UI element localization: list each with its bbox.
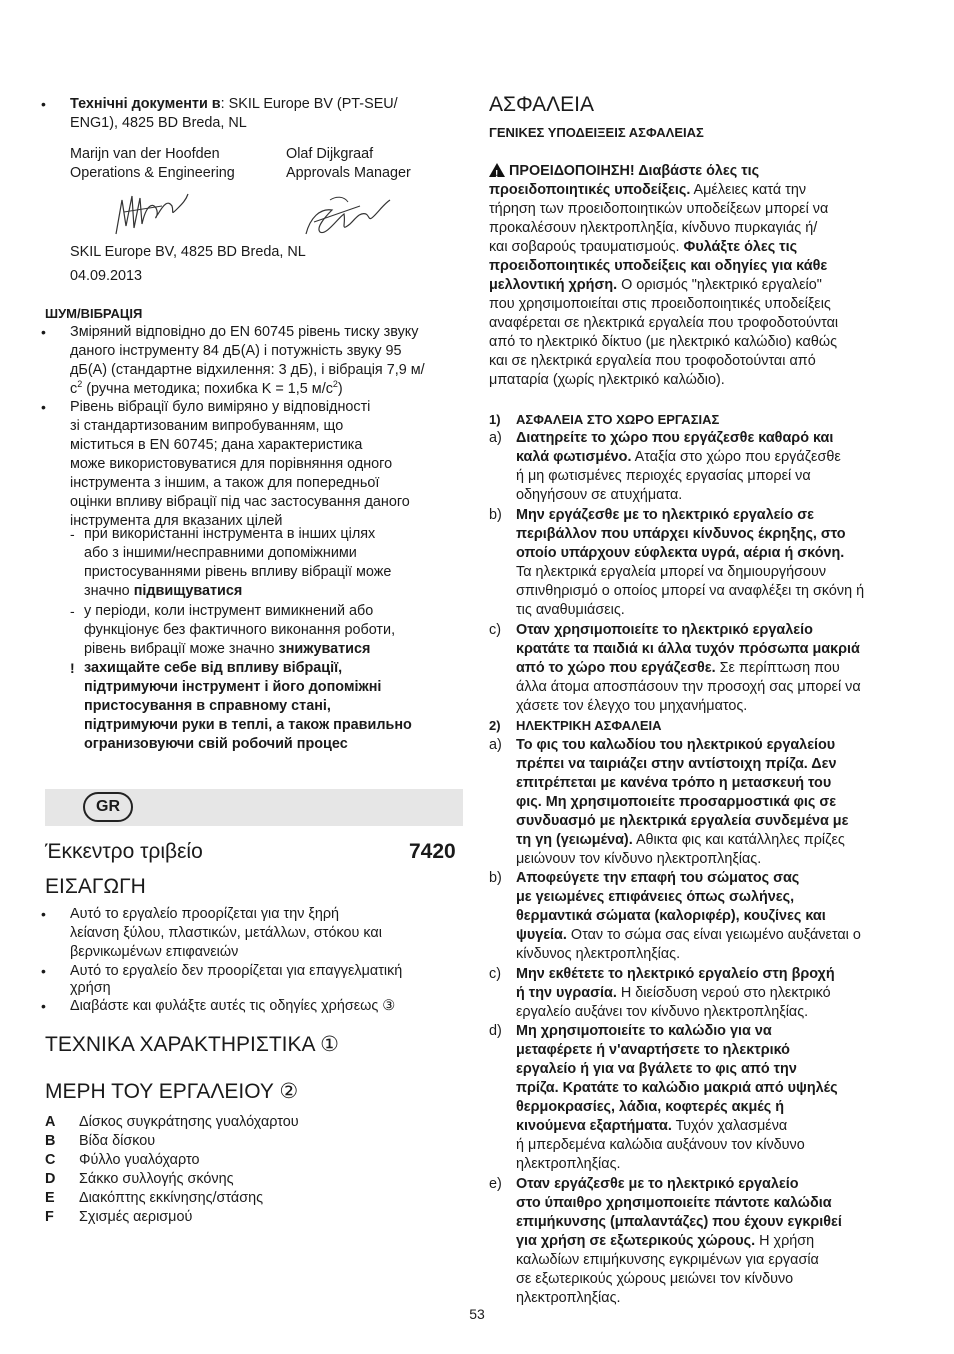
product-title: Έκκεντρο τριβείο [45,840,203,863]
part-key: D [45,1171,56,1187]
dash1-line: при використанні інструмента в інших цілях [84,526,376,542]
item-line: Μην εργάζεσθε με το ηλεκτρικό εργαλείο σε [516,507,814,523]
warning-line: από το ηλεκτρικό δίκτυο (με ηλεκτρικό καλώδιο) καθώς [489,334,838,350]
item-line: θερμοκρασίες, λάδια, κοφτερές ακμές ή [516,1099,785,1115]
part-label: Βίδα δίσκου [79,1133,156,1149]
noise-b2-line: Рівень вібрації було виміряно у відповідності [70,399,371,415]
parts-heading: ΜΕΡΗ ΤΟΥ ΕΡΓΑΛΕΙΟΥ ② [45,1080,299,1103]
item-line: κίνδυνος ηλεκτροπληξίας. [516,946,681,962]
item-line: Μη χρησιμοποιείτε το καλώδιο για να [516,1023,772,1039]
excl-line: підтримуючи руки в теплі, а також правильно [84,717,412,733]
item-line: θερμαντικά σώματα (καλοριφέρ), κουζίνες και [516,908,826,924]
item-line: με γειωμένες επιφάνειες όπως σωλήνες, [516,889,795,905]
excl-line: пристосування в справному стані, [84,698,331,714]
item-line: μειώνουν τον κίνδυνο ηλεκτροπληξίας. [516,851,762,867]
intro-b2-line: Αυτό το εργαλείο δεν προορίζεται για επαγγελματική [70,963,403,979]
item-line: επιτρέπεται με κανένα τρόπο η μετασκευή του [516,775,832,791]
declaration-date: 04.09.2013 [70,268,143,284]
excl-line: захищайте себе від впливу вібрації, [84,660,343,676]
part-label: Σχισμές αερισμού [79,1209,193,1225]
section-number: 1) [489,412,501,427]
item-line: οδηγήσουν σε ατυχήματα. [516,487,683,503]
part-key: C [45,1152,56,1168]
item-line: ψυγεία. Οταν το σώμα σας είναι γειωμένο αυξάνεται ο [516,927,861,943]
part-label: Σάκκο συλλογής σκόνης [79,1171,234,1187]
item-line: Οταν χρησιμοποιείτε το ηλεκτρικό εργαλείο [516,622,813,638]
item-line: Μην εκθέτετε το ηλεκτρικό εργαλείο στη βροχή [516,966,835,982]
item-line: τις αναθυμιάσεις. [516,602,625,618]
item-label: a) [489,737,502,753]
item-line: ή μπερδεμένα καλώδια αυξάνουν τον κίνδυνο [516,1137,805,1153]
part-label: Δίσκος συγκράτησης γυαλόχαρτου [79,1114,299,1130]
excl-line: огранизовуючи свій робочий процес [84,736,348,752]
signatory-1-role: Operations & Engineering [70,165,235,181]
item-line: Το φις του καλωδίου του ηλεκτρικού εργαλείου [516,737,836,753]
warning-line: αναφέρεται σε ηλεκτρικά εργαλεία που τροφοδοτούνται [489,315,839,331]
item-line: στο ύπαιθρο χρησιμοποιείτε πάντοτε καλώδια [516,1195,832,1211]
noise-b2-line: може використовуватися для порівняння одного [70,456,393,472]
noise-b1-line: даного інструменту 84 дБ(A) і потужність звуку 95 [70,343,402,359]
dash-marker: - [70,603,75,619]
dash2-line-last: рівень вибрації може значно знижуватися [84,641,371,657]
dash1-line-last: значно підвищуватися [84,583,243,599]
item-line: καλά φωτισμένο. Αταξία στο χώρο που εργάζεσθε [516,449,841,465]
signatory-1-name: Marijn van der Hoofden [70,146,220,162]
item-line: άλλα άτομα αποσπάσουν την προσοχή σας μπορεί να [516,679,861,695]
intro-b1-line: λείανση ξύλου, πλαστικών, μετάλλων, στόκου και [70,925,382,941]
intro-b2-line: χρήση [70,980,111,996]
dash2-line: у періоди, коли інструмент вимикнений або [84,603,374,619]
noise-b1-last-line: $c^2$ (ручна методика; похибка K = 1,5 $м/с^2$) [70,379,343,397]
noise-b1-line: дБ(A) (стандартне відхилення: 3 дБ), і вібрація 7,9 м/ [70,362,425,378]
part-label: Διακόπτης εκκίνησης/στάσης [79,1190,264,1206]
item-line: Αποφεύγετε την επαφή του σώματος σας [516,870,800,886]
intro-b1-line: βερνικωμένων επιφανειών [70,944,239,960]
item-line: πρίζα. Κρατάτε το καλώδιο μακριά από υψηλές [516,1080,838,1096]
safety-subheading: ΓΕΝΙΚΕΣ ΥΠΟΔΕΙΞΕΙΣ ΑΣΦΑΛΕΙΑΣ [489,125,704,140]
part-label: Φύλλο γυαλόχαρτο [79,1152,200,1168]
section-title: ΑΣΦΑΛΕΙΑ ΣΤΟ ΧΩΡΟ ΕΡΓΑΣΙΑΣ [516,412,720,427]
item-line: Διατηρείτε το χώρο που εργάζεσθε καθαρό και [516,430,834,446]
part-key: F [45,1209,54,1225]
excl-line: підтримуючи інструмент і його допоміжні [84,679,382,695]
item-line: περιβάλλον που υπάρχει κίνδυνος έκρηξης, στο [516,526,846,542]
item-label: d) [489,1023,502,1039]
techdocs-line-2: ENG1), 4825 BD Breda, NL [70,115,247,131]
item-line: πρέπει να ταιριάζει στην αντίστοιχη πρίζα. Δεν [516,756,837,772]
signature-2-image [300,188,395,244]
page-number: 53 [469,1306,485,1322]
item-line: κινούμενα εξαρτήματα. Τυχόν χαλασμένα [516,1118,788,1134]
warning-line: και σοβαρούς τραυματισμούς. Φυλάξτε όλες τις [489,239,798,255]
dash-marker: - [70,526,75,542]
bullet: • [41,324,46,340]
item-line: τη γη (γειωμένα). Αθικτα φις και κατάλληλες πρίζες [516,832,845,848]
item-label: b) [489,507,502,523]
dash1-line: пристосуваннями рівень впливу вібрації може [84,564,392,580]
technical-specs-heading: ΤΕΧΝΙΚΑ ΧΑΡΑΚΤΗΡΙΣΤΙΚΑ ① [45,1033,339,1056]
product-number: 7420 [409,840,456,863]
item-line: επιμήκυνσης (μπαλαντάζες) που έχουν εγκριθεί [516,1214,842,1230]
item-line: συνδυασμό με ηλεκτρικά εργαλεία συνδεμένα με [516,813,849,829]
item-line: ή την υγρασία. Η διείσδυση νερού στο ηλεκτρικό [516,985,831,1001]
dash1-line: або з іншими/несправними допоміжними [84,545,357,561]
noise-b2-line: інструмента для вказаних цілей [70,513,283,529]
part-key: B [45,1133,56,1149]
item-line: εργαλείο αυξάνει τον κίνδυνο ηλεκτροπληξίας. [516,1004,809,1020]
safety-heading: ΑΣΦΑΛΕΙΑ [489,93,595,116]
warning-line: τήρηση των προειδοποιητικών υποδείξεων μπορεί να [489,201,829,217]
warning-line: και σε ηλεκτρικά εργαλεία που τροφοδοτούνται από [489,353,816,369]
bullet: • [41,96,46,112]
noise-b2-line: оцінки впливу вібрації під час застосування даного [70,494,410,510]
warning-line: μπαταρία (χωρίς ηλεκτρικό καλώδιο). [489,372,725,388]
item-line: Οταν εργάζεσθε με το ηλεκτρικό εργαλείο [516,1176,799,1192]
item-line: Τα ηλεκτρικά εργαλεία μπορεί να δημιουργήσουν [516,564,827,580]
warning-line: !ΠΡΟΕΙΔΟΠΟΙΗΣΗ! Διαβάστε όλες τις [489,161,759,181]
bullet: • [41,906,46,922]
item-line: για χρήση σε εξωτερικούς χώρους. Η χρήση [516,1233,815,1249]
item-line: ή μη φωτισμένες περιοχές εργασίας μπορεί να [516,468,811,484]
warning-line: προειδοποιητικές υποδείξεις. Αμέλειες κατά την [489,182,807,198]
intro-b3-line: Διαβάστε και φυλάξτε αυτές τις οδηγίες χρήσεως ③ [70,998,396,1014]
item-line: χάσετε τον έλεγχο του μηχανήματος. [516,698,748,714]
section-title: ΗΛΕΚΤΡΙΚΗ ΑΣΦΑΛΕΙΑ [516,718,662,733]
bullet: • [41,963,46,979]
warning-triangle-icon [489,163,505,177]
signatory-2-role: Approvals Manager [286,165,411,181]
item-line: ηλεκτροπληξίας. [516,1290,621,1306]
techdocs-line-1: Технічні документи в: SKIL Europe BV (PT-SEU/ [70,96,398,112]
item-line: καλωδίων επιμήκυνσης εγκριμένων για εργασία [516,1252,819,1268]
noise-heading: ШУМ/ВІБРАЦІЯ [45,306,143,321]
bullet: • [41,399,46,415]
item-label: c) [489,966,501,982]
item-line: φις. Μη χρησιμοποιείτε προσαρμοστικά φις σε [516,794,837,810]
part-key: E [45,1190,55,1206]
exclamation-marker: ! [70,660,75,676]
bullet: • [41,998,46,1014]
warning-line: που χρησιμοποιείται στις προειδοποιητικές υποδείξεις [489,296,831,312]
item-line: σπινθηρισμό ο οποίος μπορεί να αναφλέξει τη σκόνη ή [516,583,865,599]
item-line: κρατάτε τα παιδιά κι άλλα τυχόν πρόσωπα μακριά [516,641,860,657]
item-line: σε εξωτερικούς χώρους μειώνει τον κίνδυνο [516,1271,794,1287]
item-line: εργαλείο ή για να βγάλετε το φις από την [516,1061,797,1077]
noise-b2-line: міститься в EN 60745; дана характеристика [70,437,363,453]
item-line: οποίο υπάρχουν εύφλεκτα υγρά, αέρια ή σκόνη. [516,545,845,561]
item-label: a) [489,430,502,446]
signature-1-image [112,186,192,242]
intro-heading: ΕΙΣΑΓΩΓΗ [45,875,146,898]
item-line: από το χώρο που εργάζεσθε. Σε περίπτωση που [516,660,840,676]
intro-b1-line: Αυτό το εργαλείο προορίζεται για την ξηρή [70,906,340,922]
signatory-2-name: Olaf Dijkgraaf [286,146,374,162]
language-badge: GR [83,792,133,822]
part-key: A [45,1114,56,1130]
item-line: ηλεκτροπληξίας. [516,1156,621,1172]
dash2-line: функціонує без фактичного виконання роботи, [84,622,396,638]
warning-line: προειδοποιητικές υποδείξεις και οδηγίες για κάθε [489,258,828,274]
item-line: μεταφέρετε ή ν'αναρτήσετε το ηλεκτρικό [516,1042,790,1058]
section-number: 2) [489,718,501,733]
noise-b2-line: зі стандартизованим випробуванням, що [70,418,344,434]
warning-line: μελλοντική χρήση. Ο ορισμός "ηλεκτρικό εργαλείο" [489,277,822,293]
company-address: SKIL Europe BV, 4825 BD Breda, NL [70,244,306,260]
item-label: c) [489,622,501,638]
noise-b2-line: інструмента з іншим, а також для попередньої [70,475,380,491]
warning-line: προκαλέσουν ηλεκτροπληξία, κίνδυνο πυρκαγιάς ή/ [489,220,818,236]
item-label: e) [489,1176,502,1192]
item-label: b) [489,870,502,886]
noise-b1-line: Зміряний відповідно до EN 60745 рівень тиску звуку [70,324,419,340]
